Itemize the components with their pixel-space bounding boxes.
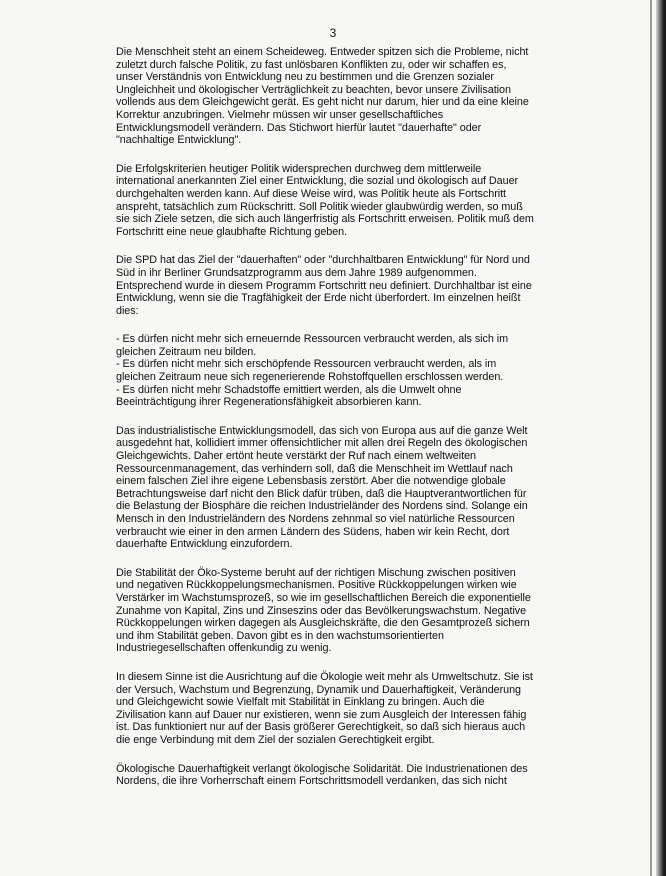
- text-line: Entwicklungsmodell verändern. Das Stichwort hierfür lautet "dauerhafte" oder: [116, 121, 482, 134]
- text-line: Ressourcenmanagement, das verhindern soll, daß die Menschheit im Wettlauf nach: [116, 462, 513, 475]
- text-line: "nachhaltige Entwicklung".: [116, 134, 242, 147]
- text-line: Fortschritt eine neue glaubhafte Richtung geben.: [116, 225, 348, 238]
- text-line: Zivilisation kann auf Dauer nur existieren, wenn sie zum Ausgleich der Interessen fähig: [116, 708, 527, 721]
- text-line: vollends aus dem Gleichgewicht gerät. Es geht nicht nur darum, hier und da eine kleine: [116, 96, 529, 109]
- text-line: Nordens, die ihre Vorherrschaft einem Fortschrittsmodell verdanken, das sich nicht: [116, 775, 507, 788]
- text-line: die enge Verbindung mit dem Ziel der sozialen Gerechtigkeit ergibt.: [116, 733, 435, 746]
- text-line: zuletzt durch falsche Politik, zu fast unlösbaren Konflikten zu, oder wir schaffen es,: [116, 58, 507, 71]
- text-line: der Versuch, Wachstum und Begrenzung, Dynamik und Dauerhaftigkeit, Veränderung: [116, 683, 522, 696]
- text-line: - Es dürfen nicht mehr Schadstoffe emittiert werden, als die Umwelt ohne: [116, 383, 462, 396]
- text-line: In diesem Sinne ist die Ausrichtung auf die Ökologie weit mehr als Umweltschutz. Sie ist: [116, 670, 533, 683]
- paragraph: [116, 763, 560, 788]
- text-line: einem falschen Ziel ihre eigene Lebensbasis zerstört. Aber die notwendige globale: [116, 475, 506, 488]
- text-line: Zunahme von Kapital, Zins und Zinseszins oder das Bevölkerungswachstum. Negative: [116, 604, 527, 617]
- text-line: Mensch in den Industrieländern des Nordens zehnmal so viel natürliche Ressourcen: [116, 513, 515, 525]
- text-line: - Es dürfen nicht mehr sich erneuernde Ressourcen verbraucht werden, als sich im: [116, 333, 509, 346]
- text-line: Entsprechend wurde in diesem Programm Fortschritt neu definiert. Durchhaltbar ist eine: [116, 279, 532, 292]
- text-line: Ökologische Dauerhaftigkeit verlangt ökologische Solidarität. Die Industrienationen des: [116, 762, 528, 775]
- paragraph: [116, 46, 560, 147]
- text-line: international anerkannten Ziel einer Entwicklung, die sozial und ökologisch auf Dauer: [116, 175, 519, 188]
- text-line: unser Verständnis von Entwicklung neu zu bestimmen und die Grenzen sozialer: [116, 71, 494, 84]
- text-line: Süd in ihr Berliner Grundsatzprogramm aus dem Jahre 1989 aufgenommen.: [116, 266, 477, 279]
- paragraph: [116, 333, 560, 409]
- text-line: Die SPD hat das Ziel der "dauerhaften" oder "durchhaltbaren Entwicklung" für Nord und: [116, 254, 530, 267]
- scan-edge-line: [650, 0, 652, 876]
- paragraph: [116, 163, 560, 239]
- text-line: Ungleichheit und ökologischer Verträglichkeit zu beachten, bevor unsere Zivilisation: [116, 83, 511, 96]
- text-line: sie sich Ziele setzen, die sich auch längerfristig als Fortschritt erweisen. Politik muß dem: [116, 213, 534, 226]
- text-line: Betrachtungsweise darf nicht den Blick dafür trüben, daß die Hauptverantwortlichen für: [116, 487, 527, 500]
- text-line: Das industrialistische Entwicklungsmodell, das sich von Europa aus auf die ganze Welt: [116, 424, 528, 437]
- text-line: gleichen Zeitraum neu bilden.: [116, 345, 257, 358]
- text-line: und ihm Stabilität geben. Davon gibt es in den wachstumsorientierten: [116, 629, 444, 642]
- text-line: die Belastung der Biosphäre die reichen Industrieländer des Nordens sind. Solange ein: [116, 500, 528, 513]
- text-line: durchgehalten werden kann. Auf diese Weise wird, was Politik heute als Fortschritt: [116, 187, 506, 200]
- text-line: gleichen Zeitraum neue sich regenerierende Rohstoffquellen erschlossen werden.: [116, 371, 504, 384]
- text-line: Die Menschheit steht an einem Scheideweg. Entweder spitzen sich die Probleme, nicht: [116, 46, 529, 58]
- paragraph: [116, 425, 560, 551]
- text-line: verbraucht wie einer in den armen Ländern des Südens, haben wir kein Recht, dort: [116, 525, 510, 538]
- scan-edge-shadow: [656, 0, 666, 876]
- text-line: ausgedehnt hat, kollidiert immer offensichtlicher mit allen drei Regeln des ökologischen: [116, 437, 528, 450]
- text-line: anspreht, tatsächlich zum Rückschritt. Soll Politik wieder glaubwürdig werden, so muß: [116, 200, 523, 213]
- text-line: Gleichgewichts. Daher ertönt heute verstärkt der Ruf nach einem weltweiten: [116, 450, 476, 463]
- text-line: Beeinträchtigung ihrer Regenerationsfähigkeit absorbieren kann.: [116, 396, 422, 409]
- text-line: Korrektur anzubringen. Vielmehr müssen wir unser gesellschaftliches: [116, 108, 444, 121]
- text-line: dauerhafte Entwicklung einzufordern.: [116, 538, 293, 551]
- text-line: und negativen Rückkoppelungsmechanismen. Positive Rückkoppelungen wirken wie: [116, 579, 517, 592]
- text-line: Entwicklung, wenn sie die Tragfähigkeit der Erde nicht überfordert. Im einzelnen heißt: [116, 292, 521, 305]
- text-line: ist. Das funktioniert nur auf der Basis größerer Gerechtigkeit, so daß sich hieraus auch: [116, 721, 526, 734]
- text-line: Industriegesellschaften offenkundig zu wenig.: [116, 642, 332, 655]
- text-line: und Gleichgewicht sowie Vielfalt mit Stabilität in Einklang zu bringen. Auch die: [116, 696, 485, 709]
- text-line: Die Erfolgskriterien heutiger Politik widersprechen durchweg dem mittlerweile: [116, 162, 482, 175]
- paragraph: [116, 567, 560, 655]
- text-line: Rückkoppelungen wirken dagegen als Ausgleichskräfte, die den Gesamtprozeß sichern: [116, 617, 530, 630]
- paragraph: [116, 671, 560, 747]
- text-line: Die Stabilität der Öko-Systeme beruht auf der richtigen Mischung zwischen positiven: [116, 566, 516, 579]
- text-line: Verstärker im Wachstumsprozeß, so wie im gesellschaftlichen Bereich die exponentielle: [116, 591, 531, 604]
- text-line: - Es dürfen nicht mehr sich erschöpfende Ressourcen verbraucht werden, als im: [116, 358, 497, 371]
- text-line: dies:: [116, 304, 139, 317]
- paragraph: [116, 254, 560, 317]
- page-number: 3: [329, 26, 337, 40]
- body-text: [116, 46, 560, 804]
